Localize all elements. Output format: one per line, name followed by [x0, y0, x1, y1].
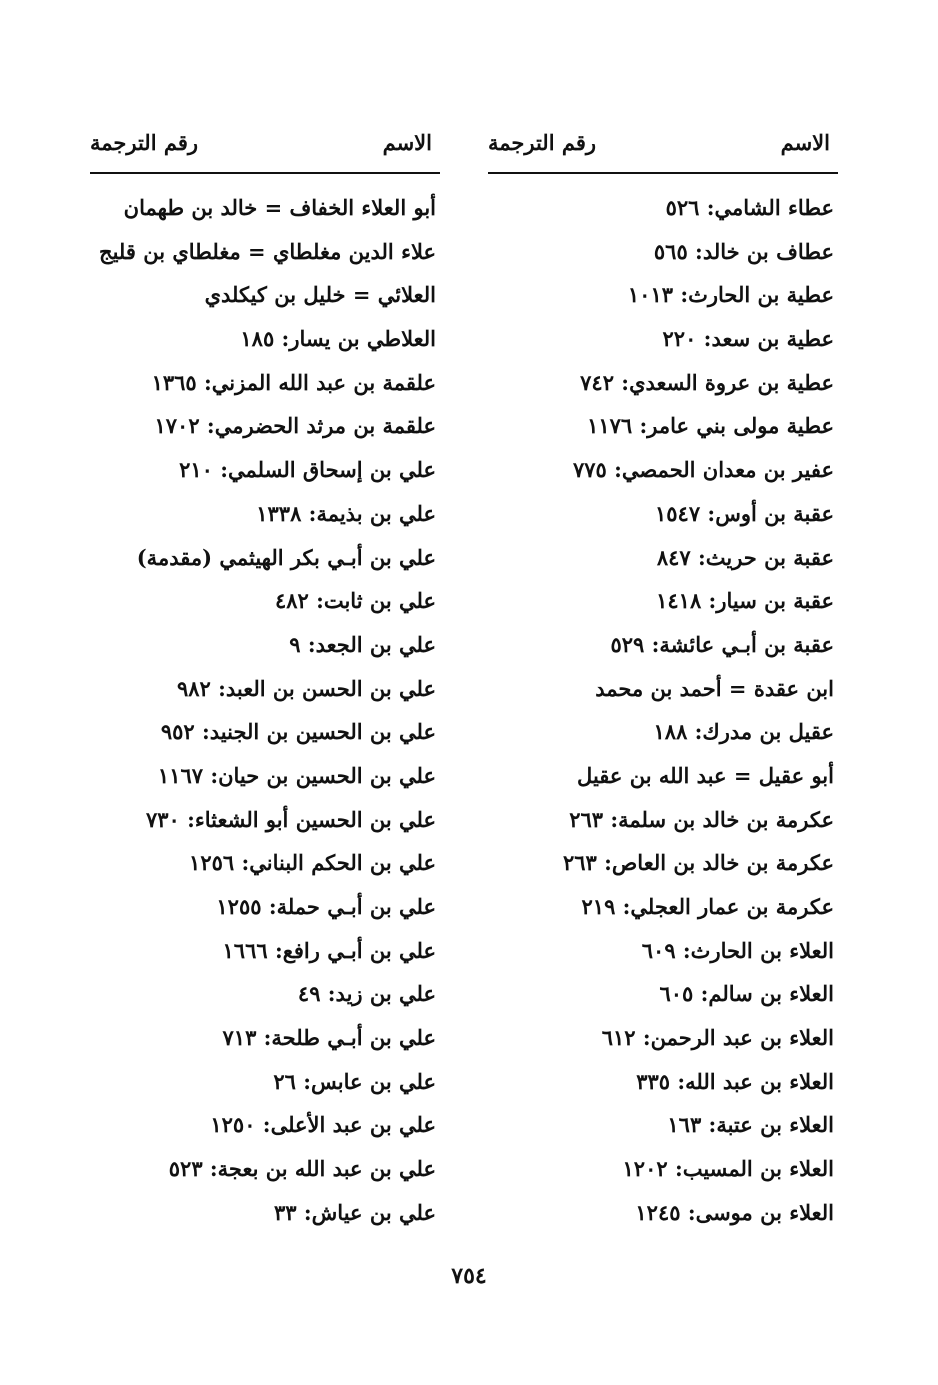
index-entry: علي بن الحسن بن العبد: ٩٨٢: [176, 675, 436, 701]
index-entry: أبو العلاء الخفاف = خالد بن طهمان: [123, 195, 436, 220]
left-entry-list: [90, 186, 440, 1235]
index-entry: علي بن زيد: ٤٩: [297, 981, 436, 1007]
index-entry: علي بن الجعد: ٩: [289, 631, 436, 657]
index-entry: عطية بن عروة السعدي: ٧٤٢: [580, 369, 834, 395]
index-entry: علي بن الحسين بن حيان: ١١٦٧: [157, 762, 436, 788]
index-entry: العلاء بن الحارث: ٦٠٩: [641, 937, 834, 963]
index-entry: علي بن عبد الأعلى: ١٢٥٠: [210, 1112, 436, 1138]
index-entry: علي بن أبـي بكر الهيثمي (مقدمة): [136, 544, 436, 570]
index-entry: ابن عقدة = أحمد بن محمد: [595, 675, 834, 701]
index-entry: علي بن ثابت: ٤٨٢: [274, 588, 436, 614]
index-entry: علي بن الحسين بن الجنيد: ٩٥٢: [160, 719, 436, 745]
index-entry: عكرمة بن خالد بن سلمة: ٢٦٣: [569, 806, 834, 832]
entry-number-header: رقم الترجمة: [90, 130, 199, 155]
page-number: ٧٥٤: [451, 1263, 487, 1289]
index-entry: علاء الدين مغلطاي = مغلطاي بن قليج: [99, 238, 436, 264]
index-entry: العلاطي بن يسار: ١٨٥: [240, 326, 436, 352]
right-column: [488, 120, 838, 1235]
index-entry: أبو عقيل = عبد الله بن عقيل: [577, 762, 834, 788]
index-entry: العلاء بن المسيب: ١٢٠٢: [622, 1156, 834, 1182]
index-entry: العلائي = خليل بن كيكلدي: [204, 282, 436, 308]
left-column: [90, 120, 440, 1235]
index-entry: عطية بن سعد: ٢٢٠: [662, 326, 834, 352]
index-entry: العلاء بن عتبة: ١٦٣: [667, 1112, 834, 1138]
index-entry: العلاء بن عبد الله: ٣٣٥: [636, 1068, 834, 1094]
index-entry: عقبة بن حريث: ٨٤٧: [656, 544, 834, 570]
index-entry: عطاف بن خالد: ٥٦٥: [653, 238, 834, 264]
right-column-header: [488, 120, 838, 174]
index-entry: علقمة بن مرثد الحضرمي: ١٧٠٢: [154, 413, 436, 439]
index-entry: علي بن أبـي طلحة: ٧١٣: [222, 1025, 436, 1051]
index-entry: علي بن عبد الله بن بعجة: ٥٢٣: [168, 1156, 436, 1182]
index-entry: عقبة بن أوس: ١٥٤٧: [655, 500, 834, 526]
index-entry: عفير بن معدان الحمصي: ٧٧٥: [572, 457, 834, 483]
index-entry: عكرمة بن خالد بن العاص: ٢٦٣: [563, 850, 834, 876]
index-entry: عطية بن الحارث: ١٠١٣: [627, 282, 834, 308]
index-entry: علقمة بن عبد الله المزني: ١٣٦٥: [151, 369, 436, 395]
index-entry: علي بن عياش: ٣٣: [274, 1199, 436, 1225]
index-entry: العلاء بن موسى: ١٢٤٥: [635, 1199, 834, 1225]
index-entry: عطاء الشامي: ٥٢٦: [665, 195, 834, 220]
index-entry: عقبة بن أبـي عائشة: ٥٢٩: [610, 631, 834, 657]
name-header: الاسم: [382, 130, 432, 155]
index-entry: عقيل بن مدرك: ١٨٨: [653, 719, 834, 745]
entry-number-header: رقم الترجمة: [488, 130, 597, 155]
index-entry: العلاء بن سالم: ٦٠٥: [659, 981, 834, 1007]
index-entry: العلاء بن عبد الرحمن: ٦١٢: [601, 1025, 834, 1051]
index-entry: علي بن إسحاق السلمي: ٢١٠: [179, 457, 436, 483]
index-entry: عطية مولى بني عامر: ١١٧٦: [587, 413, 834, 439]
index-entry: علي بن الحسين أبو الشعثاء: ٧٣٠: [145, 806, 436, 832]
index-entry: علي بن بذيمة: ١٣٣٨: [256, 500, 436, 526]
left-column-header: [90, 120, 440, 174]
name-header: الاسم: [780, 130, 830, 155]
index-entry: علي بن عابس: ٢٦: [273, 1068, 436, 1094]
index-entry: علي بن أبـي رافع: ١٦٦٦: [222, 937, 436, 963]
right-entry-list: [488, 186, 838, 1235]
index-entry: عكرمة بن عمار العجلي: ٢١٩: [581, 894, 834, 919]
index-entry: علي بن الحكم البناني: ١٢٥٦: [189, 850, 436, 876]
index-entry: عقبة بن سيار: ١٤١٨: [656, 588, 834, 614]
index-entry: علي بن أبـي حملة: ١٢٥٥: [216, 894, 436, 919]
